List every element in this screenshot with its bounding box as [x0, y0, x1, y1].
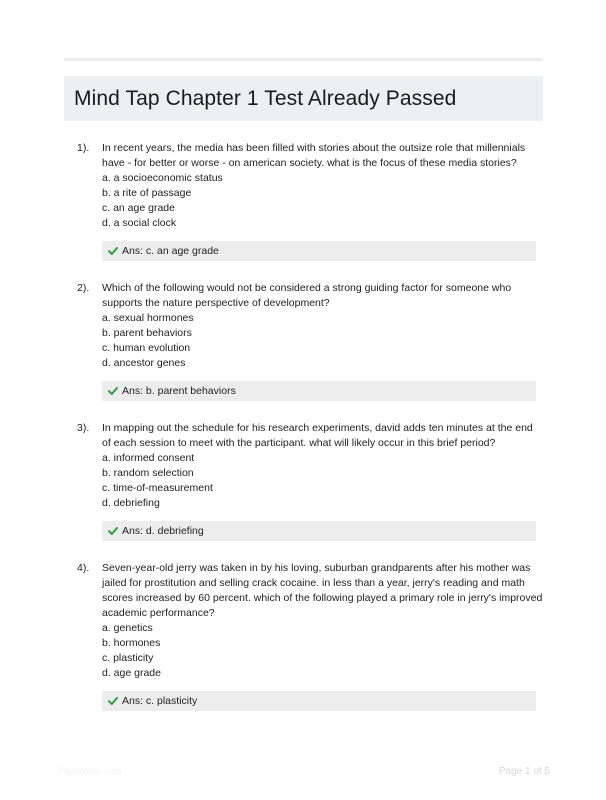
question-item [64, 421, 543, 541]
answer-text: Ans: d. debriefing [122, 525, 204, 537]
option-item: d. a social clock [102, 217, 177, 229]
check-icon [108, 246, 118, 256]
question-item [64, 281, 543, 401]
watermark: PaperWhiz.com [58, 766, 122, 776]
answer-box [102, 521, 536, 541]
option-item: c. time-of-measurement [102, 482, 213, 494]
question-text: Which of the following would not be considered a strong guiding factor for someone who supports the nature perspective of development? [102, 282, 512, 309]
question-number: 2). [77, 282, 90, 294]
answer-text: Ans: b. parent behaviors [122, 385, 236, 397]
check-icon [108, 696, 118, 706]
option-item: a. genetics [102, 622, 153, 634]
option-item: d. age grade [102, 667, 161, 679]
title-banner [64, 76, 543, 121]
question-number: 4). [77, 562, 90, 574]
question-item [64, 141, 543, 261]
option-item: c. plasticity [102, 652, 154, 664]
option-item: c. an age grade [102, 202, 175, 214]
top-divider [64, 58, 543, 61]
question-list [64, 141, 543, 731]
question-number: 1). [77, 142, 90, 154]
option-item: d. ancestor genes [102, 357, 186, 369]
question-text: In mapping out the schedule for his research experiments, david adds ten minutes at the end of each session to meet with the participant. what will likely occur in this brief period? [102, 422, 533, 449]
answer-text: Ans: c. an age grade [122, 245, 219, 257]
check-icon [108, 386, 118, 396]
check-icon [108, 526, 118, 536]
option-item: a. sexual hormones [102, 312, 194, 324]
option-item: a. informed consent [102, 452, 195, 464]
answer-box [102, 241, 536, 261]
answer-box [102, 381, 536, 401]
question-number: 3). [77, 422, 90, 434]
page-title: Mind Tap Chapter 1 Test Already Passed [74, 86, 457, 110]
option-item: b. a rite of passage [102, 187, 192, 199]
page-number: Page 1 of 5 [498, 766, 550, 777]
option-list [102, 451, 543, 511]
option-list [102, 171, 543, 231]
option-item: b. random selection [102, 467, 194, 479]
question-item [64, 561, 543, 711]
option-list [102, 311, 543, 371]
option-list [102, 621, 543, 681]
answer-text: Ans: c. plasticity [122, 695, 198, 707]
question-text: In recent years, the media has been filled with stories about the outsize role that millennials have - for better or worse - on american society. what is the focus of these media stories? [102, 142, 526, 169]
option-item: c. human evolution [102, 342, 191, 354]
answer-box [102, 691, 536, 711]
option-item: a. a socioeconomic status [102, 172, 223, 184]
option-item: b. parent behaviors [102, 327, 192, 339]
option-item: d. debriefing [102, 497, 160, 509]
option-item: b. hormones [102, 637, 161, 649]
question-text: Seven-year-old jerry was taken in by his loving, suburban grandparents after his mother was jailed for prostitution and selling crack cocaine. in less than a year, jerry's reading and math scores increased by 60 percent. which of the following played a primary role in jerry's improved academic performance? [102, 562, 543, 619]
